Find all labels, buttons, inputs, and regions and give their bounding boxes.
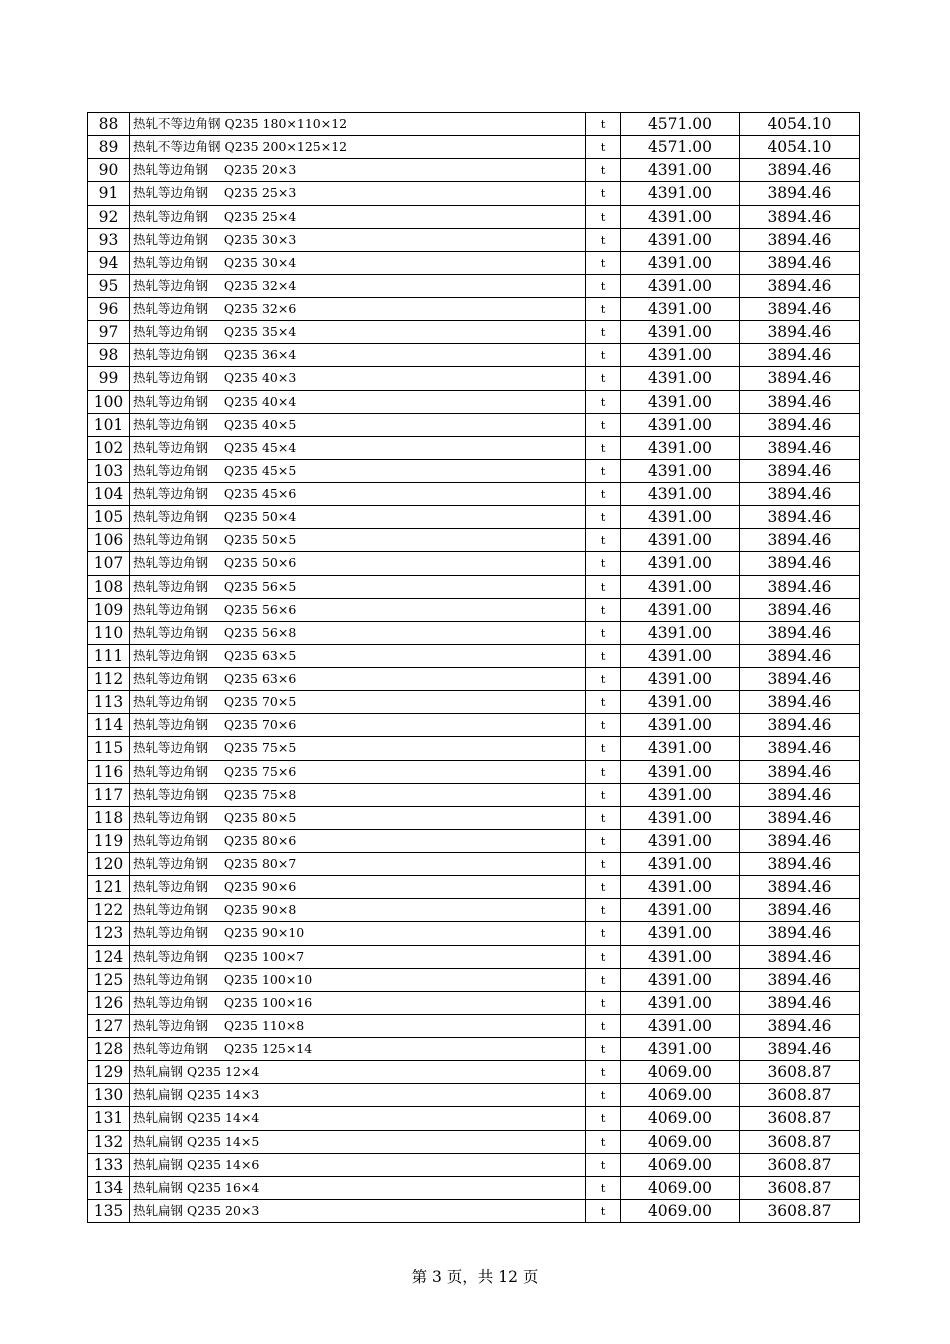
item-name: 热轧等边角钢 Q235 40×5 xyxy=(130,413,586,436)
unit: t xyxy=(586,159,621,182)
unit: t xyxy=(586,344,621,367)
price-tax-included: 4571.00 xyxy=(621,136,740,159)
unit: t xyxy=(586,1107,621,1130)
price-tax-excluded: 3894.46 xyxy=(740,945,860,968)
item-name: 热轧等边角钢 Q235 32×4 xyxy=(130,274,586,297)
row-number: 97 xyxy=(88,321,130,344)
price-tax-included: 4391.00 xyxy=(621,691,740,714)
row-number: 98 xyxy=(88,344,130,367)
table-row xyxy=(88,968,860,991)
table-row xyxy=(88,691,860,714)
item-name: 热轧等边角钢 Q235 25×3 xyxy=(130,182,586,205)
price-tax-included: 4391.00 xyxy=(621,737,740,760)
unit: t xyxy=(586,945,621,968)
price-tax-excluded: 3894.46 xyxy=(740,737,860,760)
item-name: 热轧等边角钢 Q235 80×7 xyxy=(130,853,586,876)
table-row xyxy=(88,344,860,367)
row-number: 120 xyxy=(88,853,130,876)
price-tax-included: 4391.00 xyxy=(621,783,740,806)
item-name: 热轧等边角钢 Q235 35×4 xyxy=(130,321,586,344)
price-tax-included: 4391.00 xyxy=(621,529,740,552)
item-name: 热轧扁钢 Q235 12×4 xyxy=(130,1061,586,1084)
price-tax-included: 4391.00 xyxy=(621,205,740,228)
table-row xyxy=(88,529,860,552)
item-name: 热轧等边角钢 Q235 70×5 xyxy=(130,691,586,714)
unit: t xyxy=(586,922,621,945)
unit: t xyxy=(586,1130,621,1153)
row-number: 117 xyxy=(88,783,130,806)
table-row xyxy=(88,1084,860,1107)
table-row xyxy=(88,714,860,737)
row-number: 96 xyxy=(88,298,130,321)
unit: t xyxy=(586,829,621,852)
price-tax-excluded: 3894.46 xyxy=(740,552,860,575)
row-number: 122 xyxy=(88,899,130,922)
row-number: 127 xyxy=(88,1014,130,1037)
row-number: 110 xyxy=(88,621,130,644)
price-tax-included: 4391.00 xyxy=(621,367,740,390)
item-name: 热轧等边角钢 Q235 56×5 xyxy=(130,575,586,598)
row-number: 130 xyxy=(88,1084,130,1107)
row-number: 93 xyxy=(88,228,130,251)
table-row xyxy=(88,182,860,205)
price-tax-included: 4069.00 xyxy=(621,1061,740,1084)
item-name: 热轧扁钢 Q235 14×4 xyxy=(130,1107,586,1130)
price-tax-excluded: 3894.46 xyxy=(740,714,860,737)
item-name: 热轧扁钢 Q235 16×4 xyxy=(130,1176,586,1199)
row-number: 119 xyxy=(88,829,130,852)
item-name: 热轧等边角钢 Q235 63×6 xyxy=(130,668,586,691)
unit: t xyxy=(586,274,621,297)
price-tax-included: 4391.00 xyxy=(621,621,740,644)
row-number: 104 xyxy=(88,483,130,506)
item-name: 热轧等边角钢 Q235 75×5 xyxy=(130,737,586,760)
price-tax-included: 4391.00 xyxy=(621,853,740,876)
unit: t xyxy=(586,459,621,482)
price-tax-excluded: 3894.46 xyxy=(740,228,860,251)
item-name: 热轧等边角钢 Q235 36×4 xyxy=(130,344,586,367)
table-row xyxy=(88,945,860,968)
price-tax-included: 4391.00 xyxy=(621,945,740,968)
price-tax-included: 4391.00 xyxy=(621,390,740,413)
row-number: 132 xyxy=(88,1130,130,1153)
row-number: 126 xyxy=(88,991,130,1014)
row-number: 133 xyxy=(88,1153,130,1176)
table-row xyxy=(88,922,860,945)
price-tax-included: 4391.00 xyxy=(621,806,740,829)
table-row xyxy=(88,483,860,506)
price-tax-excluded: 3894.46 xyxy=(740,483,860,506)
table-row xyxy=(88,506,860,529)
table-row xyxy=(88,806,860,829)
price-tax-excluded: 3894.46 xyxy=(740,344,860,367)
price-tax-included: 4391.00 xyxy=(621,899,740,922)
price-tax-excluded: 3608.87 xyxy=(740,1107,860,1130)
price-tax-included: 4391.00 xyxy=(621,413,740,436)
row-number: 102 xyxy=(88,436,130,459)
price-tax-included: 4069.00 xyxy=(621,1084,740,1107)
unit: t xyxy=(586,853,621,876)
row-number: 92 xyxy=(88,205,130,228)
table-row xyxy=(88,298,860,321)
item-name: 热轧等边角钢 Q235 80×6 xyxy=(130,829,586,852)
unit: t xyxy=(586,737,621,760)
table-row xyxy=(88,205,860,228)
unit: t xyxy=(586,644,621,667)
price-tax-included: 4391.00 xyxy=(621,668,740,691)
price-tax-excluded: 3894.46 xyxy=(740,668,860,691)
item-name: 热轧等边角钢 Q235 90×8 xyxy=(130,899,586,922)
unit: t xyxy=(586,552,621,575)
row-number: 101 xyxy=(88,413,130,436)
row-number: 103 xyxy=(88,459,130,482)
row-number: 99 xyxy=(88,367,130,390)
unit: t xyxy=(586,228,621,251)
price-tax-excluded: 3894.46 xyxy=(740,621,860,644)
row-number: 128 xyxy=(88,1038,130,1061)
price-tax-excluded: 3608.87 xyxy=(740,1061,860,1084)
item-name: 热轧等边角钢 Q235 100×10 xyxy=(130,968,586,991)
row-number: 90 xyxy=(88,159,130,182)
item-name: 热轧等边角钢 Q235 40×3 xyxy=(130,367,586,390)
price-tax-included: 4391.00 xyxy=(621,436,740,459)
price-table-body xyxy=(88,113,860,1223)
item-name: 热轧等边角钢 Q235 90×10 xyxy=(130,922,586,945)
row-number: 88 xyxy=(88,113,130,136)
unit: t xyxy=(586,390,621,413)
unit: t xyxy=(586,321,621,344)
row-number: 124 xyxy=(88,945,130,968)
unit: t xyxy=(586,783,621,806)
table-row xyxy=(88,737,860,760)
table-row xyxy=(88,621,860,644)
price-tax-excluded: 3894.46 xyxy=(740,829,860,852)
table-row xyxy=(88,1014,860,1037)
price-tax-included: 4069.00 xyxy=(621,1176,740,1199)
price-tax-included: 4391.00 xyxy=(621,344,740,367)
table-row xyxy=(88,159,860,182)
unit: t xyxy=(586,1061,621,1084)
price-tax-included: 4391.00 xyxy=(621,1014,740,1037)
table-row xyxy=(88,1176,860,1199)
price-tax-excluded: 4054.10 xyxy=(740,113,860,136)
price-tax-excluded: 3894.46 xyxy=(740,159,860,182)
price-tax-included: 4069.00 xyxy=(621,1107,740,1130)
price-tax-included: 4391.00 xyxy=(621,298,740,321)
price-tax-included: 4391.00 xyxy=(621,159,740,182)
price-tax-included: 4571.00 xyxy=(621,113,740,136)
item-name: 热轧等边角钢 Q235 20×3 xyxy=(130,159,586,182)
unit: t xyxy=(586,136,621,159)
table-row xyxy=(88,136,860,159)
table-row xyxy=(88,1038,860,1061)
row-number: 109 xyxy=(88,598,130,621)
item-name: 热轧等边角钢 Q235 90×6 xyxy=(130,876,586,899)
price-tax-included: 4391.00 xyxy=(621,274,740,297)
price-tax-included: 4391.00 xyxy=(621,552,740,575)
price-tax-excluded: 3894.46 xyxy=(740,575,860,598)
row-number: 123 xyxy=(88,922,130,945)
unit: t xyxy=(586,991,621,1014)
unit: t xyxy=(586,806,621,829)
price-tax-included: 4391.00 xyxy=(621,483,740,506)
unit: t xyxy=(586,413,621,436)
price-tax-included: 4391.00 xyxy=(621,575,740,598)
price-tax-excluded: 3894.46 xyxy=(740,298,860,321)
row-number: 134 xyxy=(88,1176,130,1199)
item-name: 热轧扁钢 Q235 20×3 xyxy=(130,1199,586,1222)
price-tax-excluded: 3894.46 xyxy=(740,274,860,297)
price-tax-excluded: 3894.46 xyxy=(740,205,860,228)
price-tax-excluded: 3608.87 xyxy=(740,1199,860,1222)
table-row xyxy=(88,876,860,899)
unit: t xyxy=(586,598,621,621)
price-tax-excluded: 3894.46 xyxy=(740,991,860,1014)
price-tax-excluded: 3894.46 xyxy=(740,506,860,529)
price-tax-excluded: 3894.46 xyxy=(740,783,860,806)
price-tax-excluded: 3894.46 xyxy=(740,899,860,922)
unit: t xyxy=(586,436,621,459)
price-tax-excluded: 3894.46 xyxy=(740,968,860,991)
row-number: 121 xyxy=(88,876,130,899)
price-tax-included: 4391.00 xyxy=(621,760,740,783)
row-number: 135 xyxy=(88,1199,130,1222)
row-number: 89 xyxy=(88,136,130,159)
row-number: 94 xyxy=(88,251,130,274)
table-row xyxy=(88,274,860,297)
price-tax-excluded: 3894.46 xyxy=(740,251,860,274)
price-tax-excluded: 3894.46 xyxy=(740,436,860,459)
price-tax-excluded: 3894.46 xyxy=(740,367,860,390)
unit: t xyxy=(586,1176,621,1199)
unit: t xyxy=(586,298,621,321)
price-tax-excluded: 3608.87 xyxy=(740,1084,860,1107)
table-row xyxy=(88,1130,860,1153)
item-name: 热轧等边角钢 Q235 30×4 xyxy=(130,251,586,274)
unit: t xyxy=(586,367,621,390)
price-tax-included: 4391.00 xyxy=(621,991,740,1014)
row-number: 114 xyxy=(88,714,130,737)
price-tax-included: 4391.00 xyxy=(621,922,740,945)
unit: t xyxy=(586,506,621,529)
table-row xyxy=(88,367,860,390)
price-tax-included: 4391.00 xyxy=(621,598,740,621)
row-number: 113 xyxy=(88,691,130,714)
unit: t xyxy=(586,575,621,598)
row-number: 100 xyxy=(88,390,130,413)
item-name: 热轧等边角钢 Q235 100×16 xyxy=(130,991,586,1014)
row-number: 107 xyxy=(88,552,130,575)
unit: t xyxy=(586,251,621,274)
unit: t xyxy=(586,483,621,506)
item-name: 热轧等边角钢 Q235 45×4 xyxy=(130,436,586,459)
price-tax-excluded: 3894.46 xyxy=(740,459,860,482)
item-name: 热轧等边角钢 Q235 40×4 xyxy=(130,390,586,413)
row-number: 115 xyxy=(88,737,130,760)
item-name: 热轧等边角钢 Q235 30×3 xyxy=(130,228,586,251)
price-tax-excluded: 3894.46 xyxy=(740,529,860,552)
item-name: 热轧等边角钢 Q235 56×6 xyxy=(130,598,586,621)
item-name: 热轧等边角钢 Q235 50×5 xyxy=(130,529,586,552)
price-tax-excluded: 3894.46 xyxy=(740,876,860,899)
price-tax-included: 4391.00 xyxy=(621,228,740,251)
row-number: 108 xyxy=(88,575,130,598)
item-name: 热轧等边角钢 Q235 75×8 xyxy=(130,783,586,806)
price-tax-excluded: 3894.46 xyxy=(740,598,860,621)
price-tax-excluded: 3894.46 xyxy=(740,182,860,205)
table-row xyxy=(88,668,860,691)
price-tax-excluded: 3894.46 xyxy=(740,644,860,667)
item-name: 热轧等边角钢 Q235 32×6 xyxy=(130,298,586,321)
price-tax-excluded: 3894.46 xyxy=(740,922,860,945)
price-tax-excluded: 3608.87 xyxy=(740,1153,860,1176)
item-name: 热轧等边角钢 Q235 125×14 xyxy=(130,1038,586,1061)
price-tax-excluded: 3894.46 xyxy=(740,321,860,344)
row-number: 118 xyxy=(88,806,130,829)
unit: t xyxy=(586,760,621,783)
table-row xyxy=(88,552,860,575)
price-tax-included: 4391.00 xyxy=(621,644,740,667)
item-name: 热轧扁钢 Q235 14×5 xyxy=(130,1130,586,1153)
table-row xyxy=(88,459,860,482)
item-name: 热轧等边角钢 Q235 25×4 xyxy=(130,205,586,228)
price-tax-excluded: 3894.46 xyxy=(740,853,860,876)
item-name: 热轧等边角钢 Q235 70×6 xyxy=(130,714,586,737)
table-row xyxy=(88,228,860,251)
table-row xyxy=(88,853,860,876)
item-name: 热轧等边角钢 Q235 56×8 xyxy=(130,621,586,644)
table-row xyxy=(88,251,860,274)
unit: t xyxy=(586,1153,621,1176)
unit: t xyxy=(586,714,621,737)
price-tax-included: 4391.00 xyxy=(621,506,740,529)
table-row xyxy=(88,1153,860,1176)
unit: t xyxy=(586,1038,621,1061)
row-number: 131 xyxy=(88,1107,130,1130)
price-tax-included: 4391.00 xyxy=(621,829,740,852)
row-number: 91 xyxy=(88,182,130,205)
row-number: 129 xyxy=(88,1061,130,1084)
item-name: 热轧等边角钢 Q235 75×6 xyxy=(130,760,586,783)
unit: t xyxy=(586,113,621,136)
unit: t xyxy=(586,1084,621,1107)
row-number: 106 xyxy=(88,529,130,552)
price-tax-excluded: 3894.46 xyxy=(740,691,860,714)
table-row xyxy=(88,829,860,852)
price-tax-included: 4391.00 xyxy=(621,251,740,274)
item-name: 热轧等边角钢 Q235 80×5 xyxy=(130,806,586,829)
table-row xyxy=(88,575,860,598)
item-name: 热轧等边角钢 Q235 45×6 xyxy=(130,483,586,506)
price-table xyxy=(87,112,860,1223)
unit: t xyxy=(586,1014,621,1037)
unit: t xyxy=(586,621,621,644)
table-row xyxy=(88,1061,860,1084)
table-row xyxy=(88,1107,860,1130)
row-number: 111 xyxy=(88,644,130,667)
unit: t xyxy=(586,182,621,205)
price-tax-included: 4391.00 xyxy=(621,968,740,991)
price-tax-included: 4391.00 xyxy=(621,876,740,899)
unit: t xyxy=(586,691,621,714)
table-row xyxy=(88,1199,860,1222)
item-name: 热轧等边角钢 Q235 45×5 xyxy=(130,459,586,482)
table-row xyxy=(88,991,860,1014)
price-tax-included: 4391.00 xyxy=(621,714,740,737)
row-number: 125 xyxy=(88,968,130,991)
unit: t xyxy=(586,668,621,691)
table-row xyxy=(88,390,860,413)
table-row xyxy=(88,113,860,136)
row-number: 116 xyxy=(88,760,130,783)
unit: t xyxy=(586,968,621,991)
table-row xyxy=(88,321,860,344)
item-name: 热轧不等边角钢 Q235 200×125×12 xyxy=(130,136,586,159)
item-name: 热轧扁钢 Q235 14×6 xyxy=(130,1153,586,1176)
item-name: 热轧等边角钢 Q235 100×7 xyxy=(130,945,586,968)
price-tax-included: 4069.00 xyxy=(621,1130,740,1153)
table-row xyxy=(88,436,860,459)
unit: t xyxy=(586,899,621,922)
price-tax-excluded: 3608.87 xyxy=(740,1176,860,1199)
unit: t xyxy=(586,1199,621,1222)
table-row xyxy=(88,783,860,806)
unit: t xyxy=(586,529,621,552)
price-tax-excluded: 3894.46 xyxy=(740,760,860,783)
price-tax-excluded: 3894.46 xyxy=(740,413,860,436)
item-name: 热轧等边角钢 Q235 63×5 xyxy=(130,644,586,667)
price-tax-excluded: 3894.46 xyxy=(740,1014,860,1037)
price-tax-included: 4391.00 xyxy=(621,459,740,482)
table-row xyxy=(88,598,860,621)
price-tax-excluded: 4054.10 xyxy=(740,136,860,159)
row-number: 105 xyxy=(88,506,130,529)
price-tax-excluded: 3894.46 xyxy=(740,390,860,413)
table-row xyxy=(88,760,860,783)
row-number: 95 xyxy=(88,274,130,297)
table-row xyxy=(88,899,860,922)
unit: t xyxy=(586,876,621,899)
price-tax-included: 4069.00 xyxy=(621,1153,740,1176)
price-tax-excluded: 3608.87 xyxy=(740,1130,860,1153)
price-tax-included: 4391.00 xyxy=(621,1038,740,1061)
price-tax-excluded: 3894.46 xyxy=(740,1038,860,1061)
item-name: 热轧等边角钢 Q235 50×6 xyxy=(130,552,586,575)
table-row xyxy=(88,413,860,436)
table-row xyxy=(88,644,860,667)
price-tax-excluded: 3894.46 xyxy=(740,806,860,829)
price-tax-included: 4391.00 xyxy=(621,182,740,205)
unit: t xyxy=(586,205,621,228)
item-name: 热轧不等边角钢 Q235 180×110×12 xyxy=(130,113,586,136)
item-name: 热轧扁钢 Q235 14×3 xyxy=(130,1084,586,1107)
item-name: 热轧等边角钢 Q235 50×4 xyxy=(130,506,586,529)
item-name: 热轧等边角钢 Q235 110×8 xyxy=(130,1014,586,1037)
page-footer: 第 3 页，共 12 页 xyxy=(411,1268,539,1286)
row-number: 112 xyxy=(88,668,130,691)
price-tax-included: 4391.00 xyxy=(621,321,740,344)
price-tax-included: 4069.00 xyxy=(621,1199,740,1222)
